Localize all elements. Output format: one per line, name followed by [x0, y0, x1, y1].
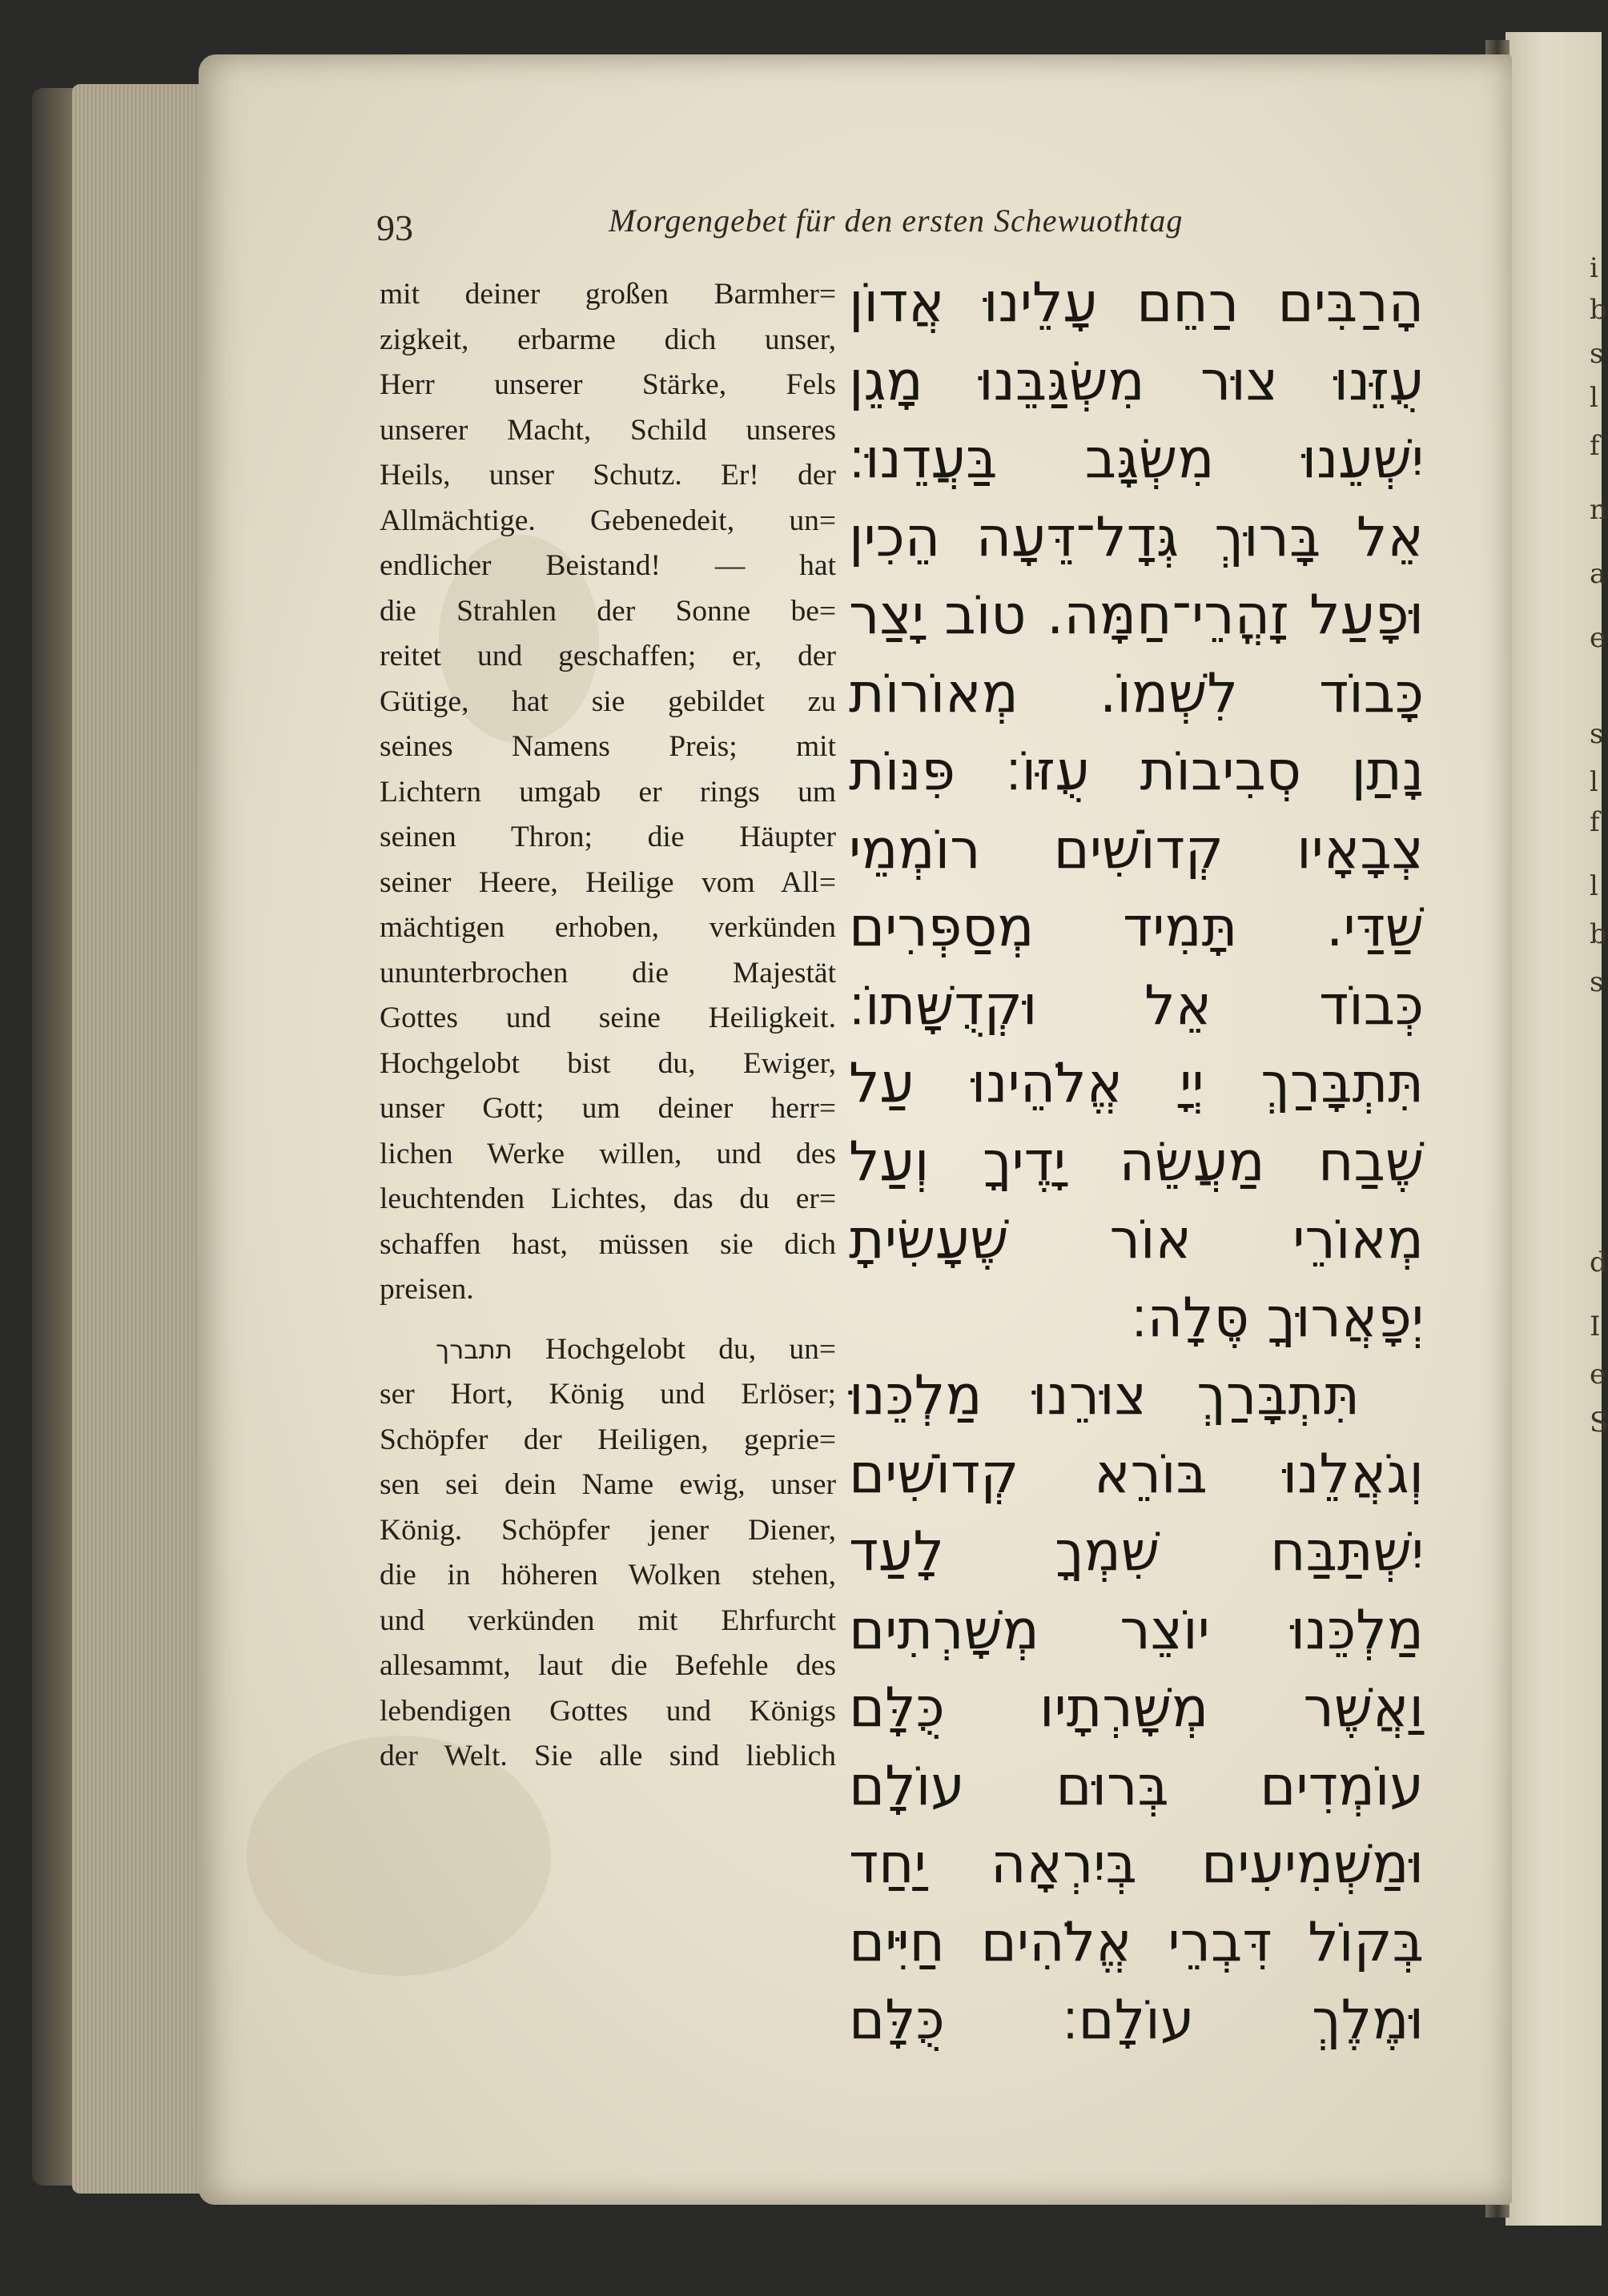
- facing-page-letter: b: [1590, 918, 1607, 950]
- facing-page-letter: I: [1590, 1311, 1601, 1343]
- facing-page-letter: f: [1590, 806, 1600, 838]
- text-line: reitet und geschaffen; er, der: [380, 640, 836, 672]
- hebrew-line: מְאוֹרֵי אוֹר שֶׁעָשִׂיתָ: [849, 1208, 1424, 1271]
- text-line: unser Gott; um deiner herr=: [380, 1092, 836, 1125]
- text-line: mit deiner großen Barmher=: [380, 278, 836, 311]
- hebrew-line: עֻזֵּנוּ צוּר מִשְׂגַּבֵּנוּ מָגֵן: [849, 349, 1424, 413]
- text-line: Schöpfer der Heiligen, geprie=: [380, 1423, 836, 1456]
- facing-page-edge: [1505, 32, 1608, 2226]
- text-line: Lichtern umgab er rings um: [380, 775, 836, 809]
- text-line: Herr unserer Stärke, Fels: [380, 368, 836, 401]
- text-line: endlicher Beistand! — hat: [380, 549, 836, 582]
- text-line: seines Namens Preis; mit: [380, 730, 836, 763]
- text-line: der Welt. Sie alle sind lieblich: [380, 1740, 836, 1772]
- text-line: König. Schöpfer jener Diener,: [380, 1513, 836, 1547]
- text-line: schaffen hast, müssen sie dich: [380, 1227, 836, 1261]
- hebrew-line: נָתַן סְבִיבוֹת עֻזּוֹ׃ פִּנּוֹת: [849, 740, 1424, 803]
- facing-page-letter: s: [1590, 338, 1604, 370]
- facing-page-letter: i: [1590, 252, 1598, 284]
- hebrew-line: יְפָאֲרוּךָ סֶּלָה׃: [1131, 1286, 1424, 1350]
- paragraph-opening-line: [380, 1327, 836, 1373]
- hebrew-line: מַלְכֵּנוּ יוֹצֵר מְשָׁרְתִים: [849, 1598, 1424, 1662]
- text-line: lichen Werke willen, und des: [380, 1137, 836, 1170]
- hebrew-line: וְגֹאֲלֵנוּ בּוֹרֵא קְדוֹשִׁים: [849, 1442, 1424, 1506]
- text-line: allesammt, laut die Befehle des: [380, 1649, 836, 1682]
- hebrew-line: אֵל בָּרוּךְ גְּדָל־דֵּעָה הֵכִין: [849, 505, 1424, 569]
- text-line: die Strahlen der Sonne be=: [380, 594, 836, 628]
- german-translation-column: [380, 272, 836, 1780]
- hebrew-catchword: תתברך: [436, 1334, 513, 1365]
- text-line: seinen Thron; die Häupter: [380, 821, 836, 853]
- facing-page-letter: e: [1590, 1359, 1606, 1391]
- facing-page-letter: d: [1590, 1246, 1607, 1278]
- text-line: leuchtenden Lichtes, das du er=: [380, 1182, 836, 1215]
- text-line: sen sei dein Name ewig, unser: [380, 1468, 836, 1501]
- text-line: Heils, unser Schutz. Er! der: [380, 459, 836, 492]
- text-line: zigkeit, erbarme dich unser,: [380, 323, 836, 356]
- hebrew-line: עוֹמְדִים בְּרוּם עוֹלָם: [849, 1754, 1424, 1818]
- text-line: Allmächtige. Gebenedeit, un=: [380, 504, 836, 537]
- hebrew-line: יִשְׁתַּבַּח שִׁמְךָ לָעַד: [849, 1520, 1424, 1584]
- facing-page-letter: S: [1590, 1407, 1608, 1439]
- running-title: Morgengebet für den ersten Schewuothtag: [609, 203, 1184, 239]
- text-line: mächtigen erhoben, verkünden: [380, 911, 836, 944]
- facing-page-letter: l: [1590, 766, 1598, 798]
- facing-page-letter: s: [1590, 966, 1604, 998]
- hebrew-line: תִּתְבָּרַךְ יְיָ אֱלֹהֵינוּ עַל: [849, 1052, 1424, 1115]
- hebrew-line: וּפָעַל זָהֳרֵי־חַמָּה. טוֹב יָצַר: [849, 584, 1424, 647]
- text-line: lebendigen Gottes und Königs: [380, 1694, 836, 1728]
- facing-page-letter: n: [1590, 494, 1607, 526]
- hebrew-line: כְּבוֹד אֵל וּקְדֻשָּׁתוֹ׃: [849, 973, 1424, 1038]
- facing-page-letter: l: [1590, 382, 1598, 414]
- text-line: ununterbrochen die Majestät: [380, 956, 836, 989]
- text-line: seiner Heere, Heilige vom All=: [380, 865, 836, 899]
- hebrew-line: הָרַבִּים רַחֵם עָלֵינוּ אֲדוֹן: [849, 271, 1424, 335]
- facing-page-letter: b: [1590, 294, 1607, 326]
- text-fragment: Hochgelobt du, un=: [545, 1332, 836, 1366]
- hebrew-line: צְבָאָיו קְדוֹשִׁים רוֹמְמֵי: [849, 817, 1424, 881]
- page-number: 93: [376, 207, 413, 248]
- page-block-edges: [72, 84, 208, 2194]
- text-line: ser Hort, König und Erlöser;: [380, 1378, 836, 1411]
- text-line: und verkünden mit Ehrfurcht: [380, 1604, 836, 1637]
- text-line: Hochgelobt bist du, Ewiger,: [380, 1046, 836, 1080]
- hebrew-line: וּמַשְׁמִיעִים בְּיִרְאָה יַחַד: [849, 1832, 1424, 1896]
- hebrew-prayer-column: [849, 264, 1424, 2060]
- hebrew-line: שַׁדַּי. תָּמִיד מְסַפְּרִים: [849, 896, 1424, 959]
- text-line: preisen.: [380, 1273, 474, 1306]
- text-line: die in höheren Wolken stehen,: [380, 1559, 836, 1592]
- text-line: Gütige, hat sie gebildet zu: [380, 684, 836, 718]
- hebrew-line: וַאֲשֶׁר מְשָׁרְתָיו כֻּלָּם: [849, 1676, 1424, 1740]
- hebrew-line: וּמֶלֶךְ עוֹלָם׃ כֻּלָּם: [849, 1989, 1424, 2052]
- text-line: Gottes und seine Heiligkeit.: [380, 1001, 836, 1034]
- facing-page-letter: l: [1590, 870, 1598, 902]
- facing-page-letter: s: [1590, 718, 1604, 750]
- hebrew-line: כָּבוֹד לִשְׁמוֹ. מְאוֹרוֹת: [849, 661, 1424, 725]
- text-line: unserer Macht, Schild unseres: [380, 413, 836, 447]
- hebrew-line: יִשְׁעֵנוּ מִשְׂגָּב בַּעֲדֵנוּ׃: [849, 427, 1424, 491]
- hebrew-line: תִּתְבָּרַךְ צוּרֵנוּ מַלְכֵּנוּ: [849, 1364, 1360, 1427]
- facing-page-letter: a: [1590, 558, 1606, 590]
- hebrew-line: שֶׁבַח מַעֲשֵׂה יָדֶיךָ וְעַל: [849, 1130, 1424, 1194]
- facing-page-letter: e: [1590, 622, 1606, 654]
- facing-page-letter: f: [1590, 430, 1600, 462]
- hebrew-line: בְּקוֹל דִּבְרֵי אֱלֹהִים חַיִּים: [849, 1910, 1424, 1974]
